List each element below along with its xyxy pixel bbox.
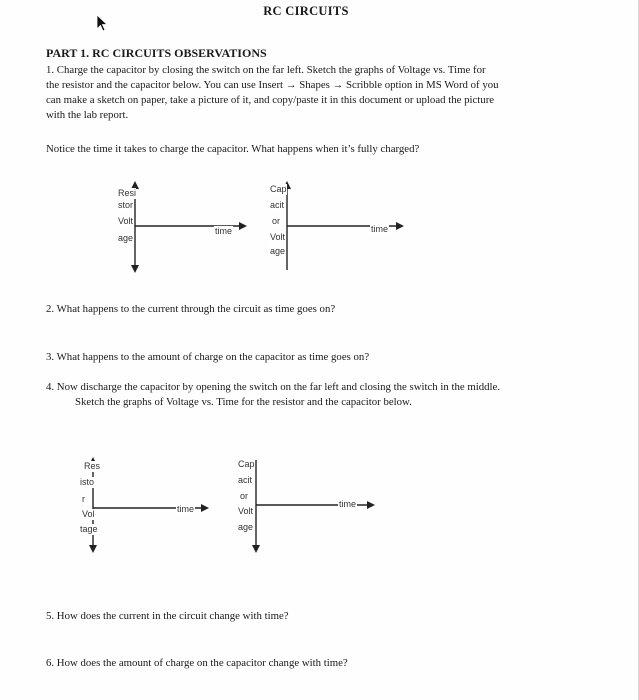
y-axis-label-line: Volt [270,232,286,242]
question-4 [46,380,615,410]
charge-capacitor-graph[interactable] [256,180,406,272]
y-axis-label-line: isto [80,477,95,487]
part-heading: PART 1. RC CIRCUITS OBSERVATIONS [46,46,267,60]
x-axis-label: time [215,226,233,236]
question-1-line: with the lab report. [46,109,129,121]
question-3: 3. What happens to the amount of charge on the capacitor as time goes on? [46,351,370,363]
y-axis-label-line: age [270,246,286,256]
y-axis-label-line: Volt [118,216,134,226]
question-5: 5. How does the current in the circuit change with time? [46,610,289,622]
question-2: 2. What happens to the current through the circuit as time goes on? [46,303,336,315]
down-arrow-icon [252,545,260,553]
y-axis-label-line: Volt [238,506,254,516]
y-axis-label-line: Cap [270,184,287,194]
question-6: 6. How does the amount of charge on the capacitor change with time? [46,657,348,669]
y-axis-label-line: age [118,233,134,243]
right-arrow-icon [239,222,247,230]
question-1-line: the resistor and the capacitor below. You can use Insert → Shapes → Scribble option in MS Word of you [46,79,499,91]
charge-resistor-graph[interactable] [108,180,248,272]
y-axis-label-line: Cap [238,459,255,469]
y-axis-label-line: tage [80,524,98,534]
discharge-capacitor-graph[interactable] [230,456,380,552]
y-axis-label-line: or [240,491,249,501]
x-axis-label: time [371,224,389,234]
question-1-line: can make a sketch on paper, take a picture of it, and copy/paste it in this document or upload the picture [46,94,495,106]
right-arrow-icon [201,504,209,512]
y-axis-label-line: age [238,522,254,532]
notice-text: Notice the time it takes to charge the capacitor. What happens when it’s fully charged? [46,143,420,155]
y-axis-label-line: Res [84,461,101,471]
y-axis-label-line: Resi [118,188,137,198]
discharge-resistor-graph[interactable] [74,456,214,552]
question-1-line: 1. Charge the capacitor by closing the switch on the far left. Sketch the graphs of Voltage vs. Time for [46,64,486,76]
right-arrow-icon [367,501,375,509]
mouse-pointer-icon [96,14,110,32]
down-arrow-icon [89,545,97,553]
y-axis-label-line: acit [238,475,253,485]
y-axis-label-line: r [82,494,85,504]
page-title: RC CIRCUITS [263,4,349,18]
right-arrow-icon [396,222,404,230]
x-axis-label: time [339,499,357,509]
question-4-line: Sketch the graphs of Voltage vs. Time for the resistor and the capacitor below. [75,396,412,408]
y-axis-label-line: Vol [82,509,95,519]
discharge-capacitor-axes [230,456,380,552]
down-arrow-icon [131,265,139,273]
question-1 [46,63,578,123]
y-axis-label-line: acit [270,200,285,210]
question-4-line: 4. Now discharge the capacitor by opening the switch on the far left and closing the switch in the middle. [46,381,501,393]
y-axis-label-line: stor [118,200,134,210]
y-axis-label-line: or [272,216,281,226]
x-axis-label: time [177,504,195,514]
